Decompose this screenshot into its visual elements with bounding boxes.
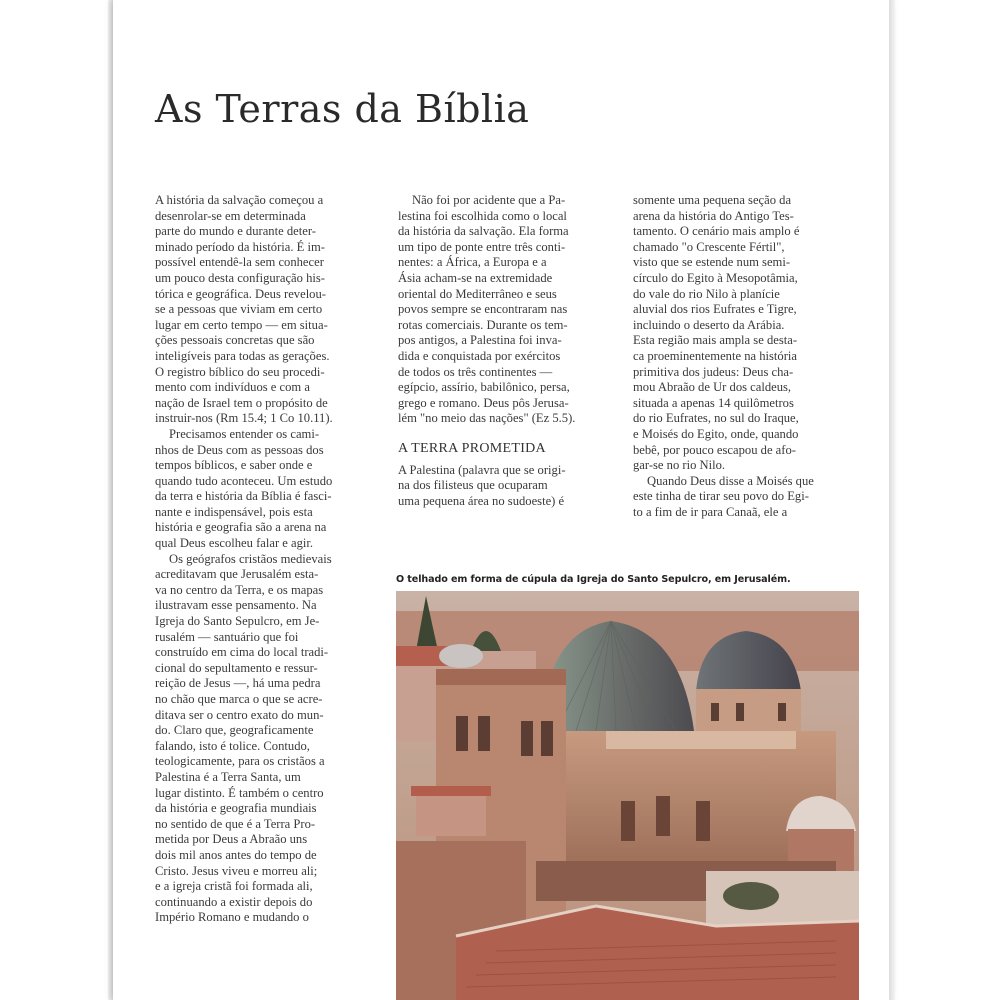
text-line: Palestina é a Terra Santa, um (155, 769, 301, 784)
text-line: va no centro da Terra, e os mapas (155, 582, 324, 597)
text-line: continuando a existir depois do (155, 894, 313, 909)
text-line: nação de Israel tem o propósito de (155, 395, 328, 410)
page-title: As Terras da Bíblia (155, 87, 530, 132)
text-line: nhos de Deus com as pessoas dos (155, 442, 324, 457)
text-line: aluvial dos rios Eufrates e Tigre, (633, 302, 797, 317)
text-line: Quando Deus disse a Moisés que (647, 473, 814, 488)
text-line: da terra e história da Bíblia é fasci- (155, 489, 332, 504)
text-line: mou Abraão de Ur dos caldeus, (633, 380, 792, 395)
text-line: lugar distinto. É também o centro (155, 785, 324, 800)
text-line: primitiva dos judeus: Deus cha- (633, 364, 794, 379)
text-line: lestina foi escolhida como o local (398, 208, 567, 223)
text-line: instruir-nos (Rm 15.4; 1 Co 10.11). (155, 411, 333, 426)
text-line: desenrolar-se em determinada (155, 208, 306, 223)
facade-arch-window (621, 801, 635, 841)
text-line: rotas comerciais. Durante os tem- (398, 317, 568, 332)
text-line: Ásia acham-se na extremidade (398, 270, 553, 285)
text-line: mento com indivíduos e com a (155, 380, 310, 395)
tower-window (521, 721, 533, 756)
text-line: pos antigos, a Palestina foi inva- (398, 333, 562, 348)
text-line: tórica e geográfica. Deus revelou- (155, 286, 326, 301)
text-line: do rio Eufrates, no sul do Iraque, (633, 411, 799, 426)
text-line: inteligíveis para todas as gerações. (155, 348, 330, 363)
text-line: no sentido de que é a Terra Pro- (155, 816, 316, 831)
text-line: incluindo o deserto da Arábia. (633, 317, 785, 332)
text-line: nante e indispensável, pois esta (155, 504, 313, 519)
text-line: Não foi por acidente que a Pa- (412, 193, 566, 207)
text-line: ilustravam esse pensamento. Na (155, 598, 317, 613)
text-line: Precisamos entender os cami- (169, 426, 320, 441)
text-line: to a fim de ir para Canaã, ele a (633, 504, 788, 519)
facade-arch-window (696, 801, 710, 841)
text-line: do vale do rio Nilo à planície (633, 286, 780, 301)
text-line: oriental do Mediterrâneo e seus (398, 286, 557, 301)
text-line: grego e romano. Deus pôs Jerusa- (398, 395, 569, 410)
left-annex (416, 791, 486, 836)
text-line: história e geografia são a arena na (155, 520, 327, 535)
page-shadow-right (889, 0, 895, 1000)
text-column-1 (155, 193, 377, 926)
text-line: ditava ser o centro exato do mun- (155, 707, 324, 722)
text-line: ções pessoais concretas que são (155, 333, 315, 348)
text-line: cional do sepultamento e ressur- (155, 660, 318, 675)
tower-window (478, 716, 490, 751)
text-line: minado período da história. É im- (155, 239, 325, 254)
drum-window (778, 703, 786, 721)
text-line: A Palestina (palavra que se origi- (398, 462, 566, 477)
text-line: nentes: a África, a Europa e a (398, 255, 547, 270)
text-line: reição de Jesus —, há uma pedra (155, 676, 321, 691)
text-line: Cristo. Jesus viveu e morreu ali; (155, 863, 318, 878)
text-line: Os geógrafos cristãos medievais (169, 551, 332, 566)
text-line: lém "no meio das nações" (Ez 5.5). (398, 411, 576, 426)
text-line: construído em cima do local tradi- (155, 645, 329, 660)
text-line: da história e geografia mundiais (155, 801, 317, 816)
text-line: Esta região mais ampla se desta- (633, 333, 798, 348)
text-line: O registro bíblico do seu procedi- (155, 364, 325, 379)
text-line: círculo do Egito à Mesopotâmia, (633, 270, 798, 285)
text-line: tamento. O cenário mais amplo é (633, 224, 800, 239)
text-line: ca proeminentemente na história (633, 348, 798, 363)
text-line: teologicamente, para os cristãos a (155, 754, 325, 769)
text-line: falando, isto é tolice. Contudo, (155, 738, 310, 753)
facade-arch-window (656, 796, 670, 836)
text-line: dois mil anos antes do tempo de (155, 847, 317, 862)
left-annex-roof (411, 786, 491, 796)
text-line: de todos os três continentes — (398, 364, 553, 379)
church-roof-terrace (606, 731, 796, 749)
section-subheading: A TERRA PROMETIDA (398, 440, 546, 456)
text-line: arena da história do Antigo Tes- (633, 208, 794, 223)
text-line: metida por Deus a Abraão uns (155, 832, 308, 847)
text-column-3 (633, 193, 855, 520)
text-line: se a pessoas que viviam em certo (155, 302, 323, 317)
text-line: no chão que marca o que se acre- (155, 692, 323, 706)
photo-caption: O telhado em forma de cúpula da Igreja do Santo Sepulcro, em Jerusalém. (396, 574, 791, 585)
small-dome-left (439, 644, 483, 668)
text-line: uma pequena área no sudoeste) é (398, 493, 565, 508)
church-photo (396, 591, 859, 1000)
text-line: na dos filisteus que ocuparam (398, 478, 548, 493)
text-line: este tinha de tirar seu povo do Egi- (633, 489, 809, 504)
text-line: visto que se estende num semi- (633, 255, 791, 270)
text-line: um tipo de ponte entre três conti- (398, 239, 566, 254)
text-line: egípcio, assírio, babilônico, persa, (398, 380, 570, 395)
text-line: somente uma pequena seção da (633, 193, 792, 207)
text-line: e a igreja cristã foi formada ali, (155, 879, 313, 894)
tower-window (456, 716, 468, 751)
text-line: bebê, por pouco escapou de afo- (633, 442, 796, 457)
text-line: dida e conquistada por exércitos (398, 348, 561, 363)
text-line: gar-se no rio Nilo. (633, 458, 726, 473)
text-line: quando tudo aconteceu. Um estudo (155, 473, 333, 488)
text-line: rusalém — santuário que foi (155, 629, 299, 644)
text-line: um pouco desta configuração his- (155, 270, 325, 285)
holy-sepulchre-illustration (396, 591, 859, 1000)
text-line: tempos bíblicos, e saber onde e (155, 458, 313, 473)
tower-window (541, 721, 553, 756)
text-line: qual Deus escolheu falar e agir. (155, 536, 314, 551)
courtyard-tree (723, 882, 779, 910)
text-line: A história da salvação começou a (155, 193, 324, 207)
text-line: possível entendê-la sem conhecer (155, 255, 324, 270)
text-line: e Moisés do Egito, onde, quando (633, 426, 799, 441)
text-line: Império Romano e mudando o (155, 910, 309, 925)
drum-window (711, 703, 719, 721)
text-line: lugar em certo tempo — em situa- (155, 317, 328, 332)
text-line: chamado "o Crescente Fértil", (633, 239, 785, 254)
bell-tower-top (436, 669, 566, 685)
text-column-2 (398, 193, 620, 509)
text-line: parte do mundo e durante deter- (155, 224, 316, 239)
text-line: da história da salvação. Ela forma (398, 224, 569, 239)
text-line: Igreja do Santo Sepulcro, em Je- (155, 614, 320, 629)
text-line: povos sempre se encontraram nas (398, 302, 568, 317)
text-line: situada a apenas 14 quilômetros (633, 395, 794, 410)
text-line: do. Claro que, geograficamente (155, 723, 314, 738)
drum-window (736, 703, 744, 721)
text-line: acreditavam que Jerusalém esta- (155, 567, 319, 582)
